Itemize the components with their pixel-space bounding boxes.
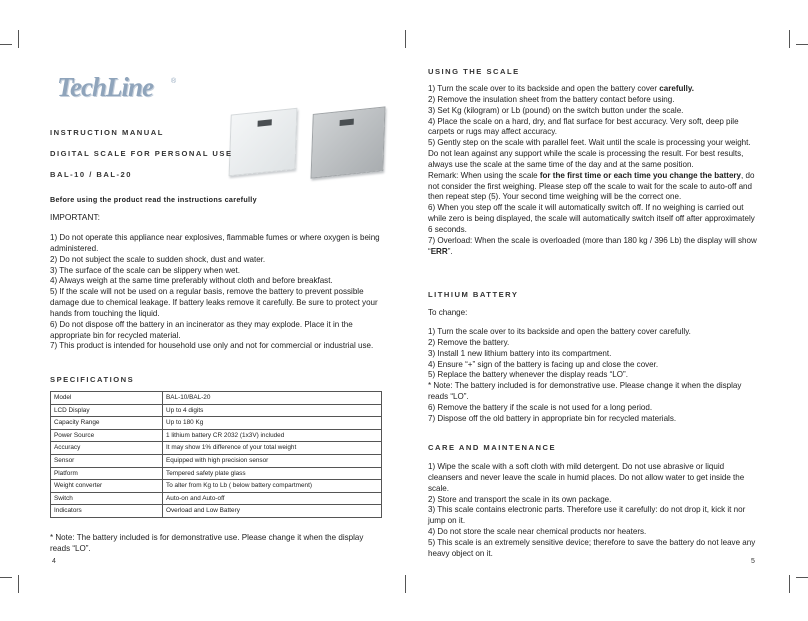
product-title: DIGITAL SCALE FOR PERSONAL USE: [50, 149, 233, 158]
using-item: [428, 236, 758, 258]
using-item-emphasis: carefully.: [659, 84, 695, 93]
spec-label: LCD Display: [51, 404, 163, 417]
care-item: 3) This scale contains electronic parts. Therefore use it carefully: do not drop it, kick it nor jump on it.: [428, 505, 746, 526]
table-row: [51, 429, 382, 442]
spec-label: Switch: [51, 492, 163, 505]
spec-label: Weight converter: [51, 480, 163, 493]
important-item: 3) The surface of the scale can be slippery when wet.: [50, 265, 240, 275]
spec-value: Auto-on and Auto-off: [163, 492, 382, 505]
lithium-list: [428, 327, 758, 425]
care-item: 4) Do not store the scale near chemical products nor heaters.: [428, 527, 647, 537]
using-item: 5) Gently step on the scale with parallel feet. Wait until the scale is processing your weight. Do not lean against any support while the scale is processing the result. For best results, always use the scale at the same time of the day and at the same position.: [428, 138, 751, 169]
crop-mark: [0, 44, 12, 45]
techline-logo: [57, 72, 187, 102]
lithium-item: 4) Ensure “+” sign of the battery is facing up and close the cover.: [428, 359, 659, 369]
care-maintenance-heading: CARE AND MAINTENANCE: [428, 443, 557, 452]
spec-value: BAL-10/BAL-20: [163, 392, 382, 405]
important-item: 6) Do not dispose off the battery in an incinerator as they may explode. Place it in the appropriate bin for recycled material.: [50, 319, 353, 340]
important-item: 4) Always weigh at the same time preferably without cloth and before breakfast.: [50, 276, 333, 286]
lithium-battery-heading: LITHIUM BATTERY: [428, 290, 519, 299]
spec-label: Power Source: [51, 429, 163, 442]
crop-mark: [789, 575, 790, 593]
crop-mark: [0, 577, 12, 578]
using-item: 3) Set Kg (kilogram) or Lb (pound) on the switch button under the scale.: [428, 105, 684, 115]
remark-text: Remark: When using the scale: [428, 170, 540, 180]
scale-display: [258, 119, 272, 126]
table-row: [51, 492, 382, 505]
spec-label: Capacity Range: [51, 417, 163, 430]
care-item: 1) Wipe the scale with a soft cloth with mild detergent. Do not use abrasive or liquid cleansers and never leave the scale in humid places. Do not allow water to get inside the scale.: [428, 462, 745, 493]
crop-mark: [796, 44, 808, 45]
specifications-heading: SPECIFICATIONS: [50, 375, 135, 384]
model-numbers: BAL-10 / BAL-20: [50, 170, 132, 179]
spec-label: Sensor: [51, 454, 163, 467]
spec-value: 1 lithium battery CR 2032 (1x3V) included: [163, 429, 382, 442]
important-item: 7) This product is intended for household use only and not for commercial or industrial use.: [50, 341, 374, 351]
spec-label: Accuracy: [51, 442, 163, 455]
using-item-emphasis: ERR: [430, 246, 448, 256]
table-row: [51, 454, 382, 467]
logo-registered-mark: ®: [171, 78, 177, 85]
crop-mark: [796, 577, 808, 578]
lithium-item: 7) Dispose off the old battery in appropriate bin for recycled materials.: [428, 413, 677, 423]
using-item: 6) When you step off the scale it will automatically switch off. If no weighing is carried out while zero is being displayed, the scale will automatically switch itself off after approximately 6 seconds.: [428, 203, 755, 234]
scale-image-silver: [311, 106, 386, 178]
battery-note: * Note: The battery included is for demonstrative use. Please change it when the display reads “LO”.: [50, 533, 364, 553]
before-use-note: Before using the product read the instructions carefully: [50, 195, 257, 204]
lithium-item: 6) Remove the battery if the scale is not used for a long period.: [428, 402, 653, 412]
important-item: 2) Do not subject the scale to sudden shock, dust and water.: [50, 254, 266, 264]
spec-value: Up to 4 digits: [163, 404, 382, 417]
spec-label: Platform: [51, 467, 163, 480]
using-item: 2) Remove the insulation sheet from the battery contact before using.: [428, 94, 675, 104]
spec-value: Tempered safety plate glass: [163, 467, 382, 480]
care-item: 2) Store and transport the scale in its own package.: [428, 494, 612, 504]
logo-text: TechLine: [57, 72, 153, 102]
spec-label: Indicators: [51, 505, 163, 518]
lithium-item: 5) Replace the battery whenever the display reads “LO”.: [428, 370, 628, 380]
table-row: [51, 442, 382, 455]
crop-mark: [405, 30, 406, 48]
lithium-item: * Note: The battery included is for demonstrative use. Please change it when the display reads “LO”.: [428, 381, 742, 402]
using-item: 4) Place the scale on a hard, dry, and flat surface for best accuracy. Very soft, deep pile carpets or rugs may affect accuracy.: [428, 116, 739, 137]
lithium-item: 1) Turn the scale over to its backside and open the battery cover carefully.: [428, 327, 691, 336]
table-row: [51, 480, 382, 493]
important-item: 1) Do not operate this appliance near explosives, flammable fumes or where oxygen is being administered.: [50, 233, 380, 253]
using-item: [428, 84, 758, 95]
spec-value: To alter from Kg to Lb ( below battery compartment): [163, 480, 382, 493]
table-row: [51, 417, 382, 430]
page-number-left: 4: [52, 558, 56, 565]
lithium-item: 2) Remove the battery.: [428, 337, 510, 347]
spec-value: Equipped with high precision sensor: [163, 454, 382, 467]
crop-mark: [18, 575, 19, 593]
crop-mark: [18, 30, 19, 48]
to-change-label: To change:: [428, 308, 468, 317]
spec-label: Model: [51, 392, 163, 405]
table-row: [51, 467, 382, 480]
using-scale-heading: USING THE SCALE: [428, 67, 520, 76]
care-item: 5) This scale is an extremely sensitive device; therefore to save the battery do not leave any heavy object on it.: [428, 537, 756, 558]
remark-emphasis: for the first time or each time you change the battery: [539, 170, 742, 180]
crop-mark: [789, 30, 790, 48]
using-item-text: ”.: [447, 246, 453, 256]
specifications-table: [50, 391, 382, 518]
table-row: [51, 404, 382, 417]
care-list: [428, 462, 758, 560]
using-scale-list: [428, 84, 758, 258]
table-row: [51, 392, 382, 405]
table-row: [51, 505, 382, 518]
spec-value: Up to 180 Kg: [163, 417, 382, 430]
important-item: 5) If the scale will not be used on a regular basis, remove the battery to prevent possible damage due to chemical leakage. If battery leaks remove it carefully. Be sure to protect your hands from touching the liquid.: [50, 287, 378, 318]
crop-mark: [405, 575, 406, 593]
using-item-text: 7) Overload: When the scale is overloaded (more than 180 kg / 396 Lb) the display will show “: [428, 235, 757, 256]
spec-value: It may show 1% difference of your total weight: [163, 442, 382, 455]
spec-value: Overload and Low Battery: [163, 505, 382, 518]
scale-image-white: [229, 108, 298, 177]
remark: [428, 171, 758, 204]
important-heading: IMPORTANT:: [50, 212, 100, 222]
page-number-right: 5: [751, 558, 755, 565]
important-list: [50, 233, 380, 352]
using-item-text: 1) Turn the scale over to its backside and open the battery cover: [428, 84, 660, 93]
remark-text: , do not consider the first weighing. Please step off the scale to wait for the scale to auto-off and then repeat step (5). Your second time weighing will be the correct one.: [428, 170, 755, 202]
scale-display: [340, 119, 354, 126]
lithium-item: 3) Install 1 new lithium battery into its compartment.: [428, 348, 612, 358]
manual-title: INSTRUCTION MANUAL: [50, 128, 164, 137]
